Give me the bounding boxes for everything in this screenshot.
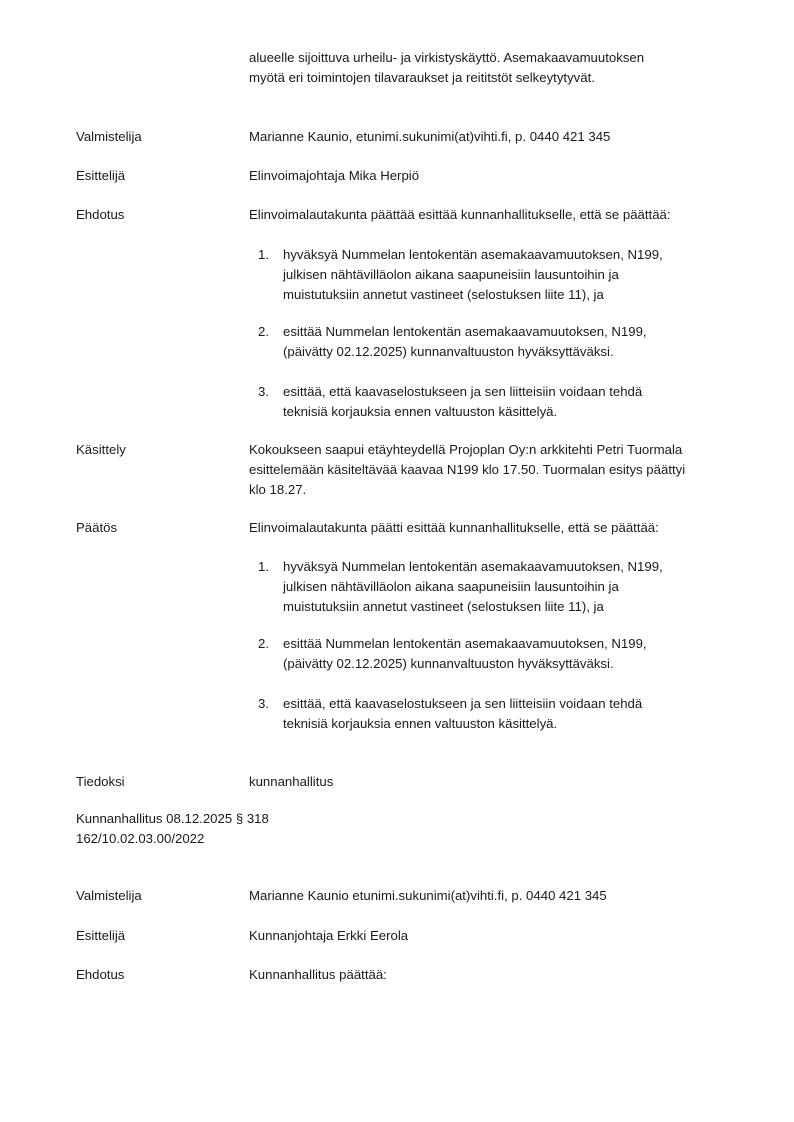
kasittely-label: Käsittely [76,442,126,457]
ehdotus-item-1-line-2: julkisen nähtävilläolon aikana saapuneisiin lausuntoihin ja [283,267,619,282]
ehdotus-value: Elinvoimalautakunta päättää esittää kunnanhallitukselle, että se päättää: [249,207,671,222]
ehdotus-item-2-line-1: esittää Nummelan lentokentän asemakaavamuutoksen, N199, [283,324,647,339]
intro-line-1: alueelle sijoittuva urheilu- ja virkistyskäyttö. Asemakaavamuutoksen [249,50,645,65]
section2-esittelija-label: Esittelijä [76,928,126,943]
paatos-item-1-number: 1. [258,559,269,574]
section2-ehdotus-label: Ehdotus [76,967,125,982]
section2-ehdotus-value: Kunnanhallitus päättää: [249,967,387,982]
paatos-item-2-number: 2. [258,636,269,651]
ehdotus-item-3-line-1: esittää, että kaavaselostukseen ja sen liitteisiin voidaan tehdä [283,384,643,399]
paatos-label: Päätös [76,520,118,535]
kasittely-line-1: Kokoukseen saapui etäyhteydellä Projoplan Oy:n arkkitehti Petri Tuormala [249,442,683,457]
ehdotus-label: Ehdotus [76,207,125,222]
paatos-item-1-line-1: hyväksyä Nummelan lentokentän asemakaavamuutoksen, N199, [283,559,663,574]
paatos-value: Elinvoimalautakunta päätti esittää kunnanhallitukselle, että se päättää: [249,520,659,535]
esittelija-label: Esittelijä [76,168,126,183]
paatos-item-3-line-1: esittää, että kaavaselostukseen ja sen liitteisiin voidaan tehdä [283,696,643,711]
section2-valmistelija-value: Marianne Kaunio etunimi.sukunimi(at)vihti.fi, p. 0440 421 345 [249,888,607,903]
ehdotus-item-2-line-2: (päivätty 02.12.2025) kunnanvaltuuston hyväksyttäväksi. [283,344,614,359]
tiedoksi-value: kunnanhallitus [249,774,334,789]
valmistelija-value: Marianne Kaunio, etunimi.sukunimi(at)vihti.fi, p. 0440 421 345 [249,129,611,144]
ehdotus-item-2-number: 2. [258,324,269,339]
ehdotus-item-1-line-1: hyväksyä Nummelan lentokentän asemakaavamuutoksen, N199, [283,247,663,262]
section2-header-line-2: 162/10.02.03.00/2022 [76,831,205,846]
intro-line-2: myötä eri toimintojen tilavaraukset ja reititstöt selkeytytyvät. [249,70,595,85]
section2-esittelija-value: Kunnanjohtaja Erkki Eerola [249,928,409,943]
esittelija-value: Elinvoimajohtaja Mika Herpiö [249,168,420,183]
paatos-item-3-number: 3. [258,696,269,711]
paatos-item-1-line-3: muistutuksiin annetut vastineet (selostuksen liite 11), ja [283,599,604,614]
paatos-item-2-line-1: esittää Nummelan lentokentän asemakaavamuutoksen, N199, [283,636,647,651]
ehdotus-item-1-line-3: muistutuksiin annetut vastineet (selostuksen liite 11), ja [283,287,604,302]
kasittely-line-3: klo 18.27. [249,482,307,497]
section2-valmistelija-label: Valmistelija [76,888,142,903]
paatos-item-3-line-2: teknisiä korjauksia ennen valtuuston käsittelyä. [283,716,558,731]
paatos-item-1-line-2: julkisen nähtävilläolon aikana saapuneisiin lausuntoihin ja [283,579,619,594]
section2-header-line-1: Kunnanhallitus 08.12.2025 § 318 [76,811,269,826]
ehdotus-item-3-number: 3. [258,384,269,399]
tiedoksi-label: Tiedoksi [76,774,125,789]
ehdotus-item-3-line-2: teknisiä korjauksia ennen valtuuston käsittelyä. [283,404,558,419]
ehdotus-item-1-number: 1. [258,247,269,262]
kasittely-line-2: esittelemään käsiteltävää kaavaa N199 klo 17.50. Tuormalan esitys päättyi [249,462,686,477]
valmistelija-label: Valmistelija [76,129,142,144]
paatos-item-2-line-2: (päivätty 02.12.2025) kunnanvaltuuston hyväksyttäväksi. [283,656,614,671]
